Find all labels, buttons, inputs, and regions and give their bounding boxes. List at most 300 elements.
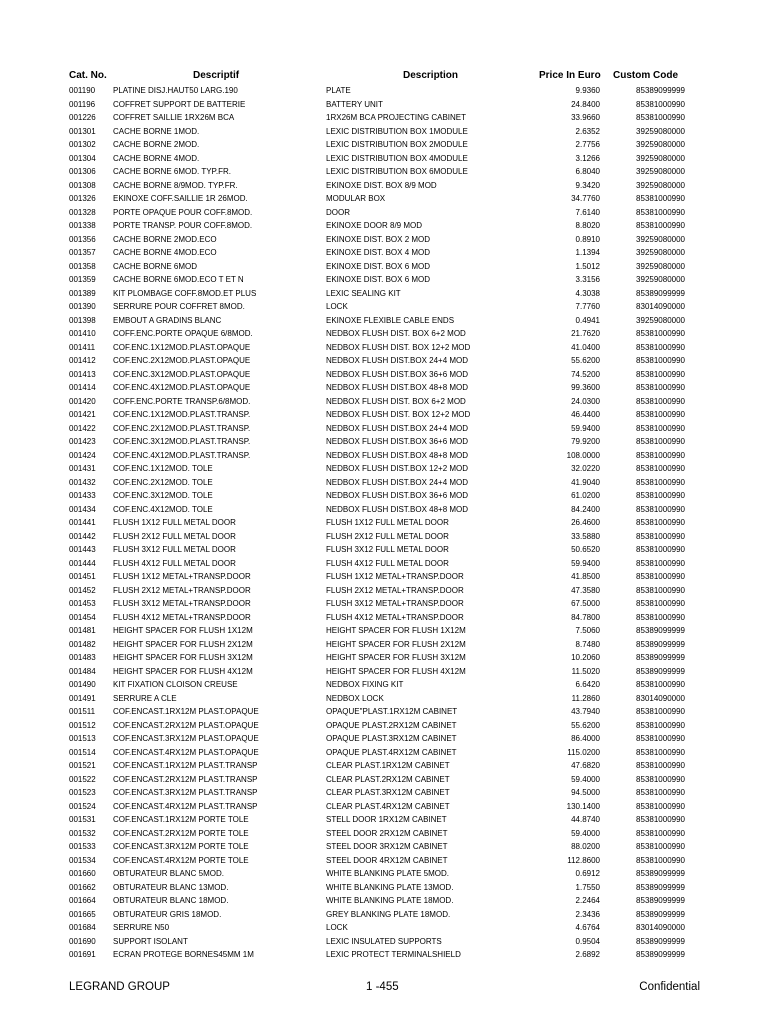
cell-descriptif: COF.ENC.3X12MOD.PLAST.OPAQUE	[113, 369, 251, 379]
cell-price: 84.7800	[571, 612, 600, 622]
cell-cat-no: 001390	[69, 302, 96, 311]
cell-descriptif: PLATINE DISJ.HAUT50 LARG.190	[113, 86, 238, 95]
cell-description: NEDBOX FLUSH DIST. BOX 12+2 MOD	[326, 410, 471, 419]
table-row	[0, 464, 768, 478]
table-row	[0, 302, 768, 316]
table-row	[0, 194, 768, 208]
cell-price: 4.6764	[575, 923, 600, 932]
cell-custom-code: 85389099999	[636, 950, 685, 959]
cell-descriptif: COF.ENC.3X12MOD.PLAST.TRANSP.	[113, 437, 251, 446]
cell-custom-code: 85381000990	[636, 113, 685, 122]
cell-cat-no: 001664	[69, 896, 96, 905]
cell-price: 4.3038	[575, 288, 600, 298]
cell-descriptif: FLUSH 4X12 FULL METAL DOOR	[113, 558, 236, 568]
cell-description: FLUSH 4X12 FULL METAL DOOR	[326, 558, 449, 568]
table-row	[0, 532, 768, 546]
cell-descriptif: ECRAN PROTEGE BORNES45MM 1M	[113, 950, 254, 959]
cell-cat-no: 001338	[69, 221, 96, 230]
cell-descriptif: COF.ENCAST.4RX12M PLAST.TRANSP	[113, 801, 258, 811]
cell-price: 2.6352	[575, 126, 600, 136]
cell-price: 115.0200	[567, 747, 600, 757]
cell-custom-code: 85389099999	[636, 653, 685, 662]
table-row	[0, 559, 768, 573]
header-description: Description	[403, 70, 459, 81]
cell-custom-code: 85389099999	[636, 936, 685, 946]
cell-cat-no: 001690	[69, 936, 96, 946]
table-row	[0, 842, 768, 856]
cell-price: 2.7756	[575, 140, 600, 149]
cell-custom-code: 85381000990	[636, 545, 685, 554]
cell-descriptif: FLUSH 4X12 METAL+TRANSP.DOOR	[113, 612, 251, 622]
table-row	[0, 370, 768, 384]
cell-cat-no: 001691	[69, 950, 96, 959]
cell-description: HEIGHT SPACER FOR FLUSH 1X12M	[326, 626, 466, 635]
cell-descriptif: FLUSH 1X12 METAL+TRANSP.DOOR	[113, 572, 251, 581]
cell-description: NEDBOX FLUSH DIST.BOX 48+8 MOD	[326, 450, 469, 460]
cell-custom-code: 85381000990	[636, 855, 685, 865]
cell-price: 6.8040	[575, 167, 600, 176]
cell-cat-no: 001358	[69, 261, 96, 271]
page-footer	[0, 981, 768, 997]
cell-cat-no: 001662	[69, 882, 96, 892]
cell-cat-no: 001190	[69, 86, 96, 95]
cell-descriptif: CACHE BORNE 6MOD	[113, 261, 198, 271]
cell-price: 1.1394	[575, 248, 600, 257]
cell-price: 59.9400	[571, 558, 600, 568]
cell-descriptif: COF.ENCAST.1RX12M PLAST.TRANSP	[113, 761, 258, 770]
cell-description: NEDBOX FLUSH DIST.BOX 36+6 MOD	[326, 369, 469, 379]
cell-description: FLUSH 1X12 METAL+TRANSP.DOOR	[326, 572, 464, 581]
cell-descriptif: FLUSH 2X12 METAL+TRANSP.DOOR	[113, 585, 251, 595]
cell-descriptif: COF.ENCAST.2RX12M PLAST.TRANSP	[113, 774, 258, 784]
cell-cat-no: 001511	[69, 707, 96, 716]
table-row	[0, 289, 768, 303]
cell-cat-no: 001531	[69, 815, 96, 824]
cell-descriptif: CACHE BORNE 1MOD.	[113, 126, 200, 136]
cell-custom-code: 85381000990	[636, 707, 685, 716]
cell-custom-code: 85381000990	[636, 747, 685, 757]
cell-cat-no: 001421	[69, 410, 96, 419]
cell-cat-no: 001420	[69, 396, 96, 406]
cell-price: 112.8600	[567, 855, 600, 865]
table-row	[0, 937, 768, 951]
cell-descriptif: COF.ENCAST.2RX12M PLAST.OPAQUE	[113, 720, 259, 730]
cell-cat-no: 001306	[69, 167, 96, 176]
cell-descriptif: COF.ENC.2X12MOD.PLAST.TRANSP.	[113, 423, 251, 433]
cell-custom-code: 85389099999	[636, 869, 685, 878]
table-row	[0, 167, 768, 181]
cell-cat-no: 001308	[69, 180, 96, 190]
cell-price: 67.5000	[571, 599, 600, 608]
cell-price: 79.9200	[571, 437, 600, 446]
table-row	[0, 586, 768, 600]
cell-price: 7.5060	[575, 626, 600, 635]
cell-description: OPAQUE"PLAST.1RX12M CABINET	[326, 707, 458, 716]
cell-description: LEXIC INSULATED SUPPORTS	[326, 936, 442, 946]
cell-custom-code: 85389099999	[636, 288, 685, 298]
cell-description: FLUSH 4X12 METAL+TRANSP.DOOR	[326, 612, 464, 622]
cell-description: EKINOXE DIST. BOX 2 MOD	[326, 234, 431, 244]
cell-custom-code: 85381000990	[636, 774, 685, 784]
cell-price: 41.9040	[571, 477, 600, 487]
cell-price: 88.0200	[571, 842, 600, 851]
cell-price: 33.5880	[571, 531, 600, 541]
cell-descriptif: COF.ENC.2X12MOD. TOLE	[113, 477, 213, 487]
cell-description: CLEAR PLAST.4RX12M CABINET	[326, 801, 450, 811]
cell-description: LEXIC PROTECT TERMINALSHIELD	[326, 950, 461, 959]
cell-custom-code: 39259080000	[636, 248, 685, 257]
cell-description: LEXIC DISTRIBUTION BOX 6MODULE	[326, 167, 468, 176]
cell-custom-code: 85381000990	[636, 194, 685, 203]
cell-description: NEDBOX FIXING KIT	[326, 680, 404, 689]
cell-descriptif: HEIGHT SPACER FOR FLUSH 4X12M	[113, 666, 253, 676]
cell-descriptif: COF.ENCAST.1RX12M PORTE TOLE	[113, 815, 249, 824]
cell-descriptif: COF.ENCAST.4RX12M PORTE TOLE	[113, 855, 249, 865]
cell-custom-code: 85381000990	[636, 842, 685, 851]
table-row	[0, 694, 768, 708]
table-row	[0, 572, 768, 586]
table-row	[0, 680, 768, 694]
table-row	[0, 100, 768, 114]
table-row	[0, 208, 768, 222]
cell-price: 84.2400	[571, 504, 600, 514]
cell-custom-code: 39259080000	[636, 126, 685, 136]
cell-cat-no: 001302	[69, 140, 96, 149]
cell-cat-no: 001432	[69, 477, 96, 487]
cell-description: NEDBOX FLUSH DIST.BOX 36+6 MOD	[326, 437, 469, 446]
cell-descriptif: SERRURE A CLE	[113, 693, 177, 703]
cell-price: 34.7760	[571, 194, 600, 203]
cell-custom-code: 85381000990	[636, 558, 685, 568]
table-row	[0, 896, 768, 910]
table-row	[0, 505, 768, 519]
cell-descriptif: FLUSH 3X12 METAL+TRANSP.DOOR	[113, 599, 251, 608]
cell-description: EKINOXE DIST. BOX 6 MOD	[326, 275, 431, 284]
cell-description: NEDBOX FLUSH DIST. BOX 12+2 MOD	[326, 342, 471, 352]
cell-description: LEXIC DISTRIBUTION BOX 1MODULE	[326, 126, 468, 136]
table-row	[0, 275, 768, 289]
table-row	[0, 599, 768, 613]
cell-description: DOOR	[326, 207, 350, 217]
cell-description: CLEAR PLAST.1RX12M CABINET	[326, 761, 450, 770]
cell-price: 108.0000	[566, 450, 600, 460]
table-row	[0, 329, 768, 343]
cell-cat-no: 001441	[69, 518, 96, 527]
cell-description: HEIGHT SPACER FOR FLUSH 2X12M	[326, 639, 466, 649]
cell-descriptif: SUPPORT ISOLANT	[113, 936, 188, 946]
price-table-body	[0, 86, 768, 964]
cell-description: WHITE BLANKING PLATE 13MOD.	[326, 882, 454, 892]
cell-description: NEDBOX FLUSH DIST.BOX 48+8 MOD	[326, 504, 469, 514]
cell-cat-no: 001521	[69, 761, 96, 770]
table-row	[0, 869, 768, 883]
table-row	[0, 437, 768, 451]
cell-price: 9.9360	[575, 86, 600, 95]
cell-custom-code: 85381000990	[636, 221, 685, 230]
table-row	[0, 613, 768, 627]
cell-price: 32.0220	[571, 464, 600, 473]
cell-description: LEXIC SEALING KIT	[326, 288, 401, 298]
cell-descriptif: SERRURE POUR COFFRET 8MOD.	[113, 302, 245, 311]
cell-descriptif: CACHE BORNE 6MOD. TYP.FR.	[113, 167, 231, 176]
cell-custom-code: 85381000990	[636, 464, 685, 473]
cell-cat-no: 001357	[69, 248, 96, 257]
cell-custom-code: 85381000990	[636, 680, 685, 689]
table-row	[0, 397, 768, 411]
cell-cat-no: 001410	[69, 329, 96, 338]
cell-cat-no: 001226	[69, 113, 96, 122]
cell-description: PLATE	[326, 86, 351, 95]
table-row	[0, 950, 768, 964]
cell-price: 3.1266	[575, 153, 600, 163]
cell-price: 8.7480	[575, 639, 600, 649]
cell-descriptif: COF.ENC.4X12MOD.PLAST.OPAQUE	[113, 383, 251, 392]
cell-description: NEDBOX LOCK	[326, 693, 384, 703]
cell-cat-no: 001301	[69, 126, 96, 136]
cell-description: EKINOXE DIST. BOX 8/9 MOD	[326, 180, 437, 190]
footer-company: LEGRAND GROUP	[69, 981, 170, 993]
cell-descriptif: COFFRET SAILLIE 1RX26M BCA	[113, 113, 235, 122]
cell-price: 9.3420	[575, 180, 600, 190]
cell-custom-code: 85381000990	[636, 531, 685, 541]
cell-custom-code: 85381000990	[636, 329, 685, 338]
cell-price: 61.0200	[571, 491, 600, 500]
cell-custom-code: 85389099999	[636, 882, 685, 892]
cell-descriptif: COF.ENCAST.1RX12M PLAST.OPAQUE	[113, 707, 259, 716]
cell-description: FLUSH 3X12 METAL+TRANSP.DOOR	[326, 599, 464, 608]
cell-cat-no: 001326	[69, 194, 96, 203]
cell-cat-no: 001423	[69, 437, 96, 446]
cell-custom-code: 85389099999	[636, 896, 685, 905]
table-row	[0, 721, 768, 735]
cell-description: NEDBOX FLUSH DIST.BOX 48+8 MOD	[326, 383, 469, 392]
cell-descriptif: COFF.ENC.PORTE OPAQUE 6/8MOD.	[113, 329, 253, 338]
cell-custom-code: 85381000990	[636, 356, 685, 365]
table-row	[0, 923, 768, 937]
header-cat-no: Cat. No.	[69, 70, 107, 81]
cell-custom-code: 85381000990	[636, 788, 685, 797]
table-row	[0, 815, 768, 829]
cell-price: 0.8910	[575, 234, 600, 244]
cell-custom-code: 85381000990	[636, 828, 685, 838]
cell-description: FLUSH 1X12 FULL METAL DOOR	[326, 518, 449, 527]
cell-cat-no: 001522	[69, 774, 96, 784]
cell-custom-code: 85381000990	[636, 572, 685, 581]
cell-price: 26.4600	[571, 518, 600, 527]
cell-price: 86.4000	[571, 734, 600, 743]
cell-descriptif: COF.ENCAST.4RX12M PLAST.OPAQUE	[113, 747, 259, 757]
table-row	[0, 127, 768, 141]
cell-custom-code: 39259080000	[636, 275, 685, 284]
cell-description: STEEL DOOR 3RX12M CABINET	[326, 842, 448, 851]
cell-cat-no: 001482	[69, 639, 96, 649]
cell-descriptif: FLUSH 3X12 FULL METAL DOOR	[113, 545, 236, 554]
cell-custom-code: 85381000990	[636, 599, 685, 608]
table-row	[0, 181, 768, 195]
cell-description: LOCK	[326, 302, 348, 311]
cell-descriptif: COF.ENC.1X12MOD. TOLE	[113, 464, 213, 473]
footer-confidential: Confidential	[639, 981, 700, 993]
cell-description: NEDBOX FLUSH DIST.BOX 12+2 MOD	[326, 464, 469, 473]
table-row	[0, 761, 768, 775]
cell-descriptif: COF.ENC.4X12MOD. TOLE	[113, 504, 213, 514]
cell-description: STELL DOOR 1RX12M CABINET	[326, 815, 447, 824]
cell-descriptif: COF.ENC.2X12MOD.PLAST.OPAQUE	[113, 356, 251, 365]
cell-description: EKINOXE DIST. BOX 6 MOD	[326, 261, 431, 271]
table-row	[0, 829, 768, 843]
cell-price: 11.5020	[571, 666, 600, 676]
cell-description: HEIGHT SPACER FOR FLUSH 3X12M	[326, 653, 466, 662]
cell-custom-code: 85381000990	[636, 815, 685, 824]
cell-description: EKINOXE FLEXIBLE CABLE ENDS	[326, 315, 455, 325]
cell-cat-no: 001514	[69, 747, 96, 757]
cell-price: 7.7760	[575, 302, 600, 311]
cell-cat-no: 001684	[69, 923, 96, 932]
cell-descriptif: CACHE BORNE 6MOD.ECO T ET N	[113, 275, 244, 284]
cell-descriptif: COFFRET SUPPORT DE BATTERIE	[113, 99, 246, 109]
cell-description: BATTERY UNIT	[326, 99, 383, 109]
table-row	[0, 410, 768, 424]
cell-cat-no: 001412	[69, 356, 96, 365]
cell-cat-no: 001453	[69, 599, 96, 608]
table-row	[0, 221, 768, 235]
cell-price: 2.6892	[575, 950, 600, 959]
cell-descriptif: HEIGHT SPACER FOR FLUSH 3X12M	[113, 653, 253, 662]
cell-price: 3.3156	[575, 275, 600, 284]
cell-price: 1.7550	[575, 882, 600, 892]
table-row	[0, 356, 768, 370]
cell-description: FLUSH 3X12 FULL METAL DOOR	[326, 545, 449, 554]
cell-price: 11.2860	[571, 693, 600, 703]
cell-description: CLEAR PLAST.3RX12M CABINET	[326, 788, 450, 797]
cell-cat-no: 001422	[69, 423, 96, 433]
cell-custom-code: 83014090000	[636, 693, 685, 703]
cell-custom-code: 85389099999	[636, 639, 685, 649]
cell-custom-code: 85381000990	[636, 369, 685, 379]
table-row	[0, 343, 768, 357]
cell-description: NEDBOX FLUSH DIST.BOX 24+4 MOD	[326, 356, 469, 365]
cell-cat-no: 001491	[69, 693, 96, 703]
cell-description: HEIGHT SPACER FOR FLUSH 4X12M	[326, 666, 466, 676]
cell-price: 24.0300	[571, 396, 600, 406]
cell-custom-code: 85381000990	[636, 491, 685, 500]
table-row	[0, 451, 768, 465]
table-row	[0, 667, 768, 681]
cell-custom-code: 83014090000	[636, 302, 685, 311]
cell-cat-no: 001413	[69, 369, 96, 379]
cell-price: 41.8500	[571, 572, 600, 581]
cell-price: 55.6200	[571, 356, 600, 365]
cell-descriptif: COF.ENCAST.3RX12M PORTE TOLE	[113, 842, 249, 851]
cell-descriptif: FLUSH 2X12 FULL METAL DOOR	[113, 531, 236, 541]
cell-custom-code: 39259080000	[636, 153, 685, 163]
cell-custom-code: 85381000990	[636, 437, 685, 446]
cell-custom-code: 39259080000	[636, 315, 685, 325]
cell-cat-no: 001524	[69, 801, 96, 811]
cell-descriptif: EMBOUT A GRADINS BLANC	[113, 315, 222, 325]
table-row	[0, 518, 768, 532]
cell-price: 2.2464	[575, 896, 600, 905]
cell-descriptif: OBTURATEUR BLANC 18MOD.	[113, 896, 229, 905]
table-row	[0, 653, 768, 667]
cell-descriptif: CACHE BORNE 2MOD.ECO	[113, 234, 217, 244]
cell-description: LEXIC DISTRIBUTION BOX 2MODULE	[326, 140, 468, 149]
cell-cat-no: 001389	[69, 288, 96, 298]
cell-descriptif: COF.ENCAST.3RX12M PLAST.TRANSP	[113, 788, 258, 797]
table-row	[0, 424, 768, 438]
cell-custom-code: 85381000990	[636, 423, 685, 433]
cell-price: 6.6420	[575, 680, 600, 689]
cell-descriptif: OBTURATEUR GRIS 18MOD.	[113, 909, 222, 919]
cell-description: EKINOXE DIST. BOX 4 MOD	[326, 248, 431, 257]
cell-cat-no: 001484	[69, 666, 96, 676]
cell-cat-no: 001304	[69, 153, 96, 163]
cell-custom-code: 85389099999	[636, 86, 685, 95]
cell-price: 1.5012	[575, 261, 600, 271]
cell-custom-code: 39259080000	[636, 261, 685, 271]
cell-cat-no: 001442	[69, 531, 96, 541]
cell-price: 94.5000	[571, 788, 600, 797]
cell-descriptif: PORTE TRANSP. POUR COFF.8MOD.	[113, 221, 253, 230]
cell-custom-code: 85381000990	[636, 612, 685, 622]
cell-cat-no: 001534	[69, 855, 96, 865]
cell-description: LOCK	[326, 923, 348, 932]
header-price: Price In Euro	[539, 70, 601, 81]
table-row	[0, 545, 768, 559]
cell-cat-no: 001424	[69, 450, 96, 460]
cell-cat-no: 001411	[69, 342, 96, 352]
cell-descriptif: CACHE BORNE 4MOD.	[113, 153, 200, 163]
cell-price: 33.9660	[571, 113, 600, 122]
cell-price: 7.6140	[575, 207, 600, 217]
cell-descriptif: KIT PLOMBAGE COFF.8MOD.ET PLUS	[113, 288, 257, 298]
cell-cat-no: 001481	[69, 626, 96, 635]
cell-description: GREY BLANKING PLATE 18MOD.	[326, 909, 451, 919]
cell-custom-code: 39259080000	[636, 167, 685, 176]
cell-price: 0.9504	[575, 936, 600, 946]
cell-cat-no: 001665	[69, 909, 96, 919]
cell-descriptif: PORTE OPAQUE POUR COFF.8MOD.	[113, 207, 253, 217]
cell-description: NEDBOX FLUSH DIST.BOX 36+6 MOD	[326, 491, 469, 500]
cell-descriptif: COF.ENC.1X12MOD.PLAST.OPAQUE	[113, 342, 251, 352]
cell-cat-no: 001532	[69, 828, 96, 838]
cell-custom-code: 85389099999	[636, 626, 685, 635]
table-row	[0, 910, 768, 924]
cell-descriptif: HEIGHT SPACER FOR FLUSH 2X12M	[113, 639, 253, 649]
cell-custom-code: 85381000990	[636, 410, 685, 419]
cell-descriptif: CACHE BORNE 2MOD.	[113, 140, 200, 149]
table-row	[0, 734, 768, 748]
cell-custom-code: 39259080000	[636, 234, 685, 244]
cell-price: 99.3600	[571, 383, 600, 392]
cell-price: 43.7940	[571, 707, 600, 716]
table-row	[0, 856, 768, 870]
cell-cat-no: 001433	[69, 491, 96, 500]
cell-cat-no: 001431	[69, 464, 96, 473]
cell-descriptif: SERRURE N50	[113, 923, 170, 932]
cell-custom-code: 85389099999	[636, 909, 685, 919]
cell-cat-no: 001660	[69, 869, 96, 878]
cell-price: 130.1400	[566, 801, 600, 811]
cell-price: 21.7620	[571, 329, 600, 338]
cell-cat-no: 001434	[69, 504, 96, 514]
cell-description: OPAQUE PLAST.4RX12M CABINET	[326, 747, 457, 757]
cell-description: WHITE BLANKING PLATE 18MOD.	[326, 896, 454, 905]
header-descriptif: Descriptif	[193, 70, 240, 81]
table-row	[0, 788, 768, 802]
table-row	[0, 235, 768, 249]
cell-descriptif: COFF.ENC.PORTE TRANSP.6/8MOD.	[113, 396, 251, 406]
